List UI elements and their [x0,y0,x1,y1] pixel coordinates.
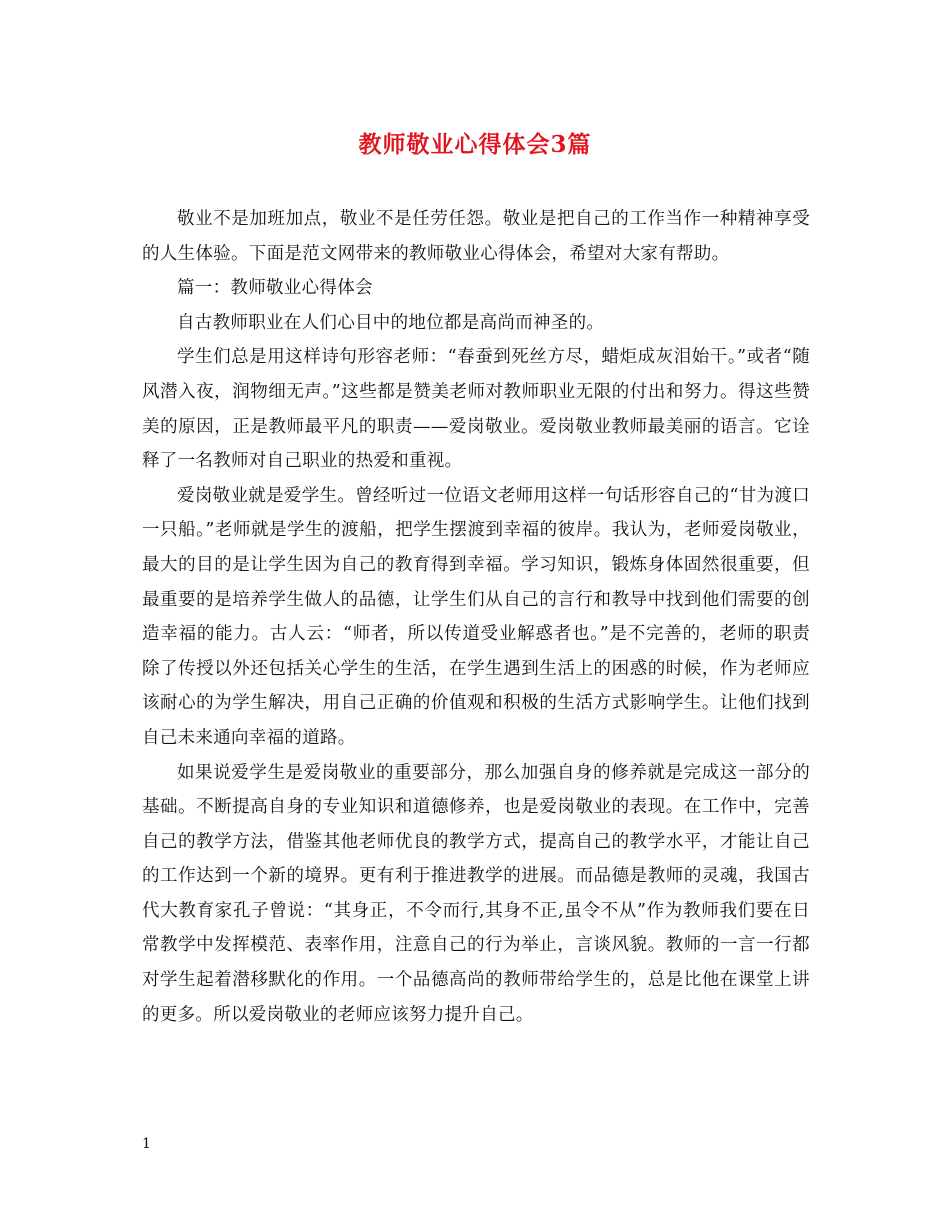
paragraph-intro: 敬业不是加班加点，敬业不是任劳任怨。敬业是把自己的工作当作一种精神享受的人生体验。下面是范文网带来的教师敬业心得体会，希望对大家有帮助。 [142,209,810,264]
paragraph: 自古教师职业在人们心目中的地位都是高尚而神圣的。 [177,312,605,333]
page-number: 1 [142,1136,151,1152]
section-heading: 篇一：教师敬业心得体会 [177,278,373,299]
paragraph: 如果说爱学生是爱岗敬业的重要部分，那么加强自身的修养就是完成这一部分的基础。不断提高自身的专业知识和道德修养，也是爱岗敬业的表现。在工作中，完善自己的教学方法，借鉴其他老师优良的教学方式，提高自己的教学水平，才能让自己的工作达到一个新的境界。更有利于推进教学的进展。而品德是教师的灵魂，我国古代大教育家孔子曾说：“其身正，不令而行,其身不正,虽令不从”作为教师我们要在日常教学中发挥模范、表率作用，注意自己的行为举止，言谈风貌。教师的一言一行都对学生起着潜移默化的作用。一个品德高尚的教师带给学生的，总是比他在课堂上讲的更多。所以爱岗敬业的老师应该努力提升自己。 [142,762,810,1025]
document-title: 教师敬业心得体会3篇 [358,131,592,158]
paragraph: 爱岗敬业就是爱学生。曾经听过一位语文老师用这样一句话形容自己的“甘为渡口一只船。”老师就是学生的渡船，把学生摆渡到幸福的彼岸。我认为，老师爱岗敬业，最大的目的是让学生因为自己的教育得到幸福。学习知识，锻炼身体固然很重要，但最重要的是培养学生做人的品德，让学生们从自己的言行和教导中找到他们需要的创造幸福的能力。古人云：“师者，所以传道受业解惑者也。”是不完善的，老师的职责除了传授以外还包括关心学生的生活，在学生遇到生活上的困惑的时候，作为老师应该耐心的为学生解决，用自己正确的价值观和积极的生活方式影响学生。让他们找到自己未来通向幸福的道路。 [142,485,810,748]
document-body [142,202,810,1032]
paragraph: 学生们总是用这样诗句形容老师：“春蚕到死丝方尽，蜡炬成灰泪始干。”或者“随风潜入夜，润物细无声。”这些都是赞美老师对教师职业无限的付出和努力。得这些赞美的原因，正是教师最平凡的职责——爱岗敬业。爱岗敬业教师最美丽的语言。它诠释了一名教师对自己职业的热爱和重视。 [142,347,810,472]
